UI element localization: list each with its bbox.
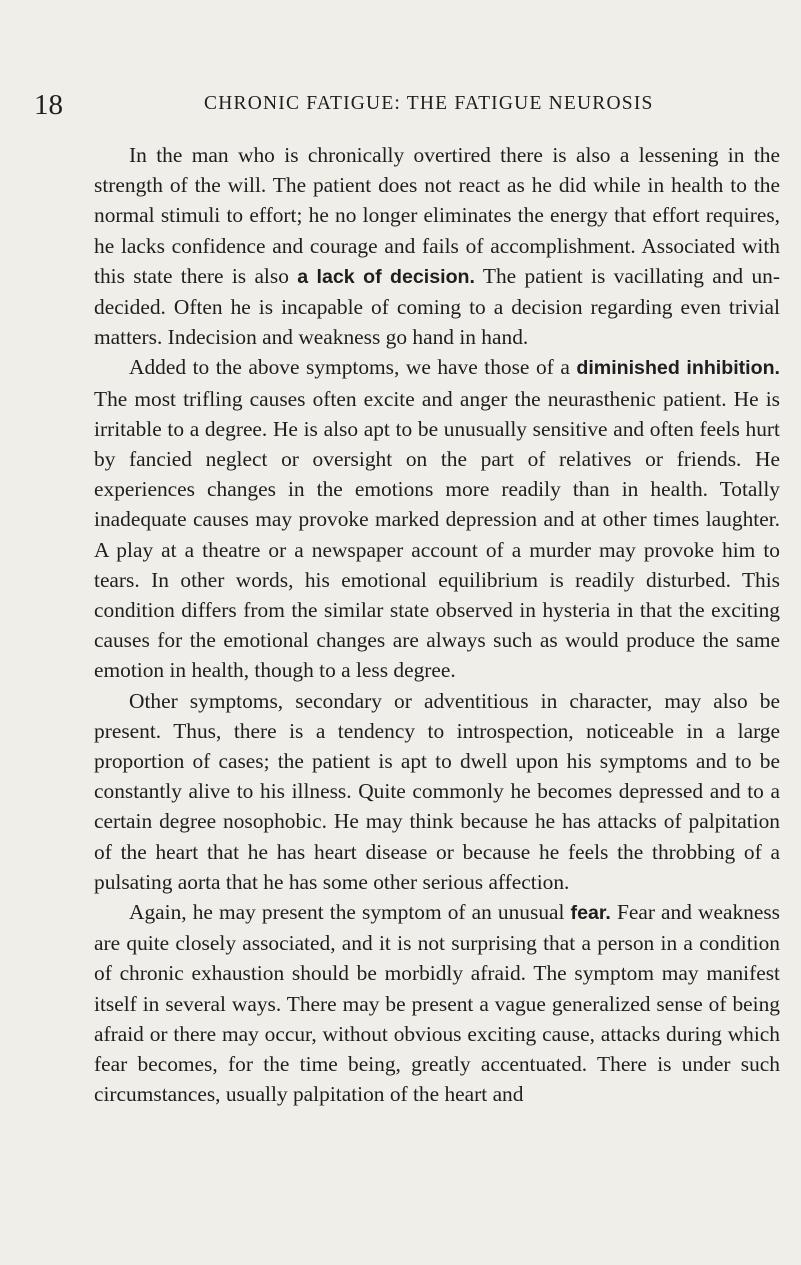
emphasized-term: fear.	[570, 902, 611, 925]
paragraph-text: Fear and weakness are quite closely associated, and it is not surprising that a person in a condition of chronic exhaustion should be morbidly afraid. The symptom may manifest itself in several ways. There may be present a vague generalized sense of being afraid or there may occur, without obvious exciting cause, attacks during which fear becomes, for the time being, greatly accentuated. There is under such circumstances, usually palpitation of the heart and	[94, 900, 780, 1107]
running-title: CHRONIC FATIGUE: THE FATIGUE NEUROSIS	[204, 93, 654, 114]
paragraph-other-symptoms	[94, 686, 780, 897]
paragraph-lack-of-decision	[94, 140, 780, 352]
paragraph-fear	[94, 897, 780, 1109]
body-text	[94, 140, 780, 1110]
paragraph-text: The most trifling causes often excite and anger the neurasthenic patient. He is irritable to a degree. He is also apt to be unusually sensitive and often feels hurt by fancied neglect or oversight on the part of relatives or friends. He experiences changes in the emotions more readily than in health. Totally inadequate causes may provoke marked depression and at other times laughter. A play at a theatre or a newspaper account of a murder may provoke him to tears. In other words, his emotional equilibrium is readily disturbed. This condition differs from the similar state observed in hysteria in that the exciting causes for the emotional changes are always such as would produce the same emotion in health, though to a less degree.	[94, 386, 780, 683]
page-header	[34, 89, 774, 123]
paragraph-text: Again, he may present the symptom of an unusual	[129, 900, 571, 925]
paragraph-text: In the man who is chronically overtired there is also a lessening in the strength of the will. The patient does not react as he did while in health to the normal stimuli to effort; he no longer eliminates the energy that effort requires, he lacks confidence and courage and fails of accomplishment. Associated with this state there is also	[94, 143, 780, 288]
page-number: 18	[34, 89, 63, 121]
paragraph-text: Added to the above symptoms, we have those of a	[129, 355, 577, 380]
emphasized-term: a lack of decision.	[297, 265, 475, 288]
paragraph-text: Other symptoms, secondary or adventitious in character, may also be present. Thus, there is a tendency to introspection, noticeable in a large proportion of cases; the patient is apt to dwell upon his symptoms and to be constantly alive to his illness. Quite commonly he becomes depressed and to a certain degree nosophobic. He may think because he has attacks of palpitation of the heart that he has heart disease or because he feels the throbbing of a pulsating aorta that he has some other serious affection.	[94, 688, 780, 894]
paragraph-text: The patient is vacillating and undecided. Often he is incapable of coming to a decision regarding even trivial matters. Indecision and weakness go hand in hand.	[94, 263, 780, 350]
emphasized-term: diminished inhibition.	[576, 357, 781, 380]
paragraph-diminished-inhibition	[94, 352, 780, 685]
